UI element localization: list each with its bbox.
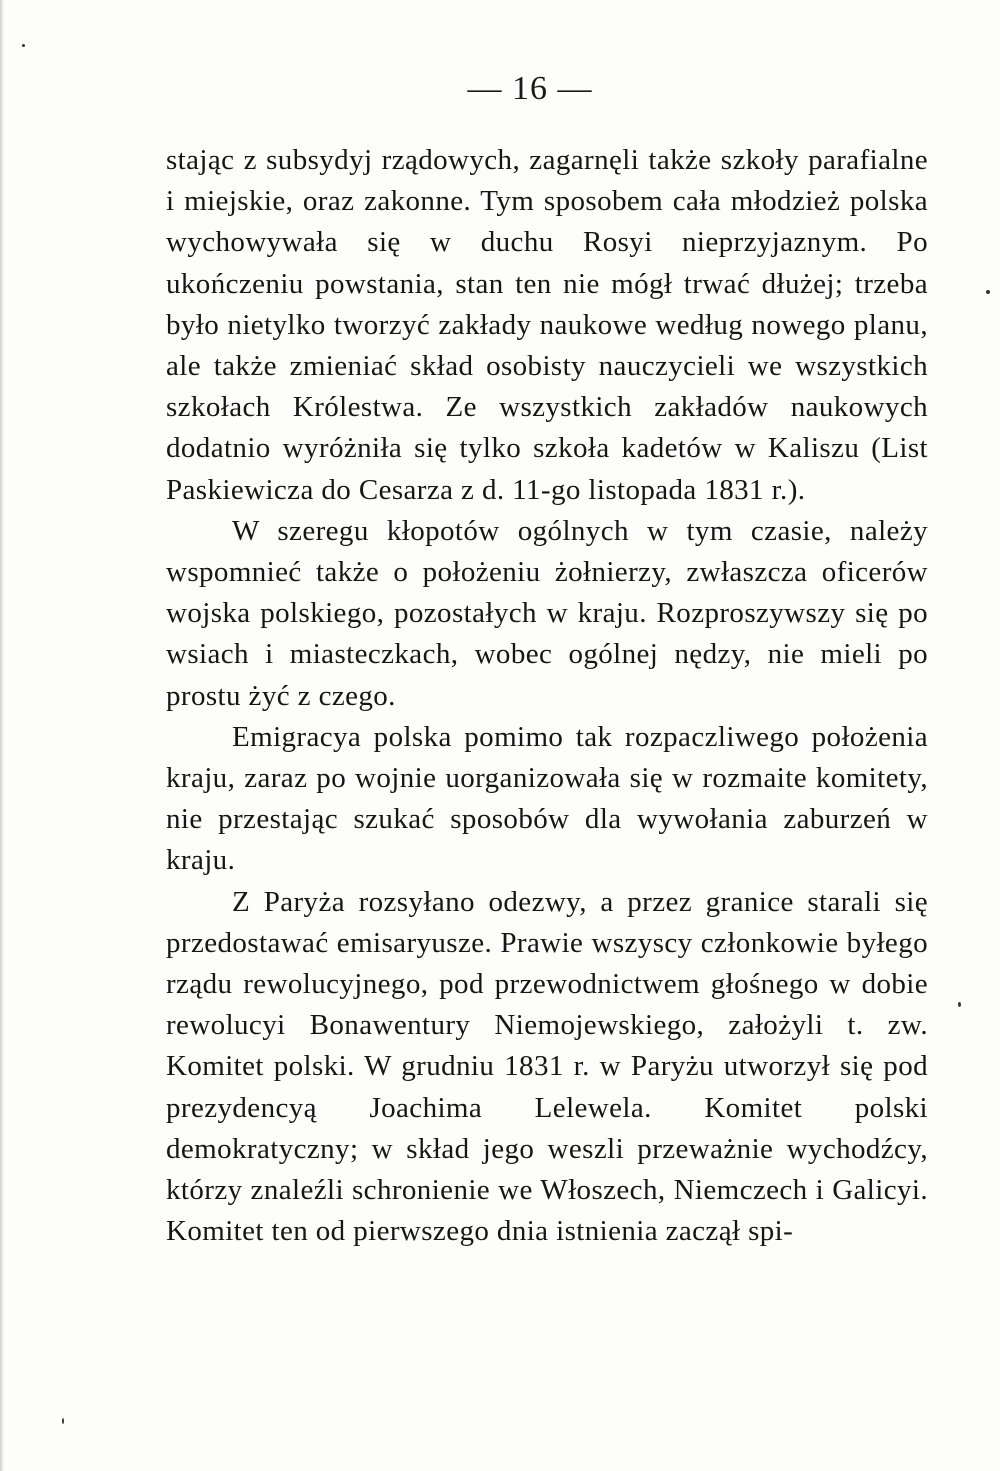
page-number: — 16 — [467,70,593,107]
page-binding-edge [0,0,4,1471]
paragraph-4: Z Paryża rozsyłano odezwy, a przez granice starali się przedostawać emisaryusze. Prawie wszyscy członkowie byłego rządu rewolucyjnego, pod przewodnictwem głośnego w dobie rewolucyi Bonawentury Niemojewskiego, założyli t. zw. Komitet polski. W grudniu 1831 r. w Paryżu utworzył się pod prezydencyą Joachima Lelewela. Komitet polski demokratyczny; w skład jego weszli przeważnie wychodźcy, którzy znaleźli schronienie we Włoszech, Niemczech i Galicyi. Komitet ten od pierwszego dnia istnienia zaczął spi- [166,885,928,1248]
paragraph-1: stając z subsydyj rządowych, zagarnęli także szkoły parafialne i miejskie, oraz zakonne. Tym sposobem cała młodzież polska wychowywała się w duchu Rosyi nieprzyjaznym. Po ukończeniu powstania, stan ten nie mógł trwać dłużej; trzeba było nietylko tworzyć zakłady naukowe według nowego planu, ale także zmieniać skład osobisty nauczycieli we wszystkich szkołach Królestwa. Ze wszystkich zakładów naukowych dodatnio wyróżniła się tylko szkoła kadetów w Kaliszu (List Paskiewicza do Cesarza z d. 11-go listopada 1831 r.). [166,144,928,506]
scan-speck [986,290,990,294]
paragraph-2: W szeregu kłopotów ogólnych w tym czasie, należy wspomnieć także o położeniu żołnierzy, zwłaszcza oficerów wojska polskiego, pozostałych w kraju. Rozproszywszy się po wsiach i miasteczkach, wobec ogólnej nędzy, nie mieli po prostu żyć z czego. [166,514,928,712]
body-text [166,140,928,1252]
scan-speck [22,44,25,47]
scan-speck [958,1002,961,1007]
paragraph-3: Emigracya polska pomimo tak rozpaczliwego położenia kraju, zaraz po wojnie uorganizowała się w rozmaite komitety, nie przestając szukać sposobów dla wywołania zaburzeń w kraju. [166,720,928,877]
scan-speck [62,1418,64,1424]
